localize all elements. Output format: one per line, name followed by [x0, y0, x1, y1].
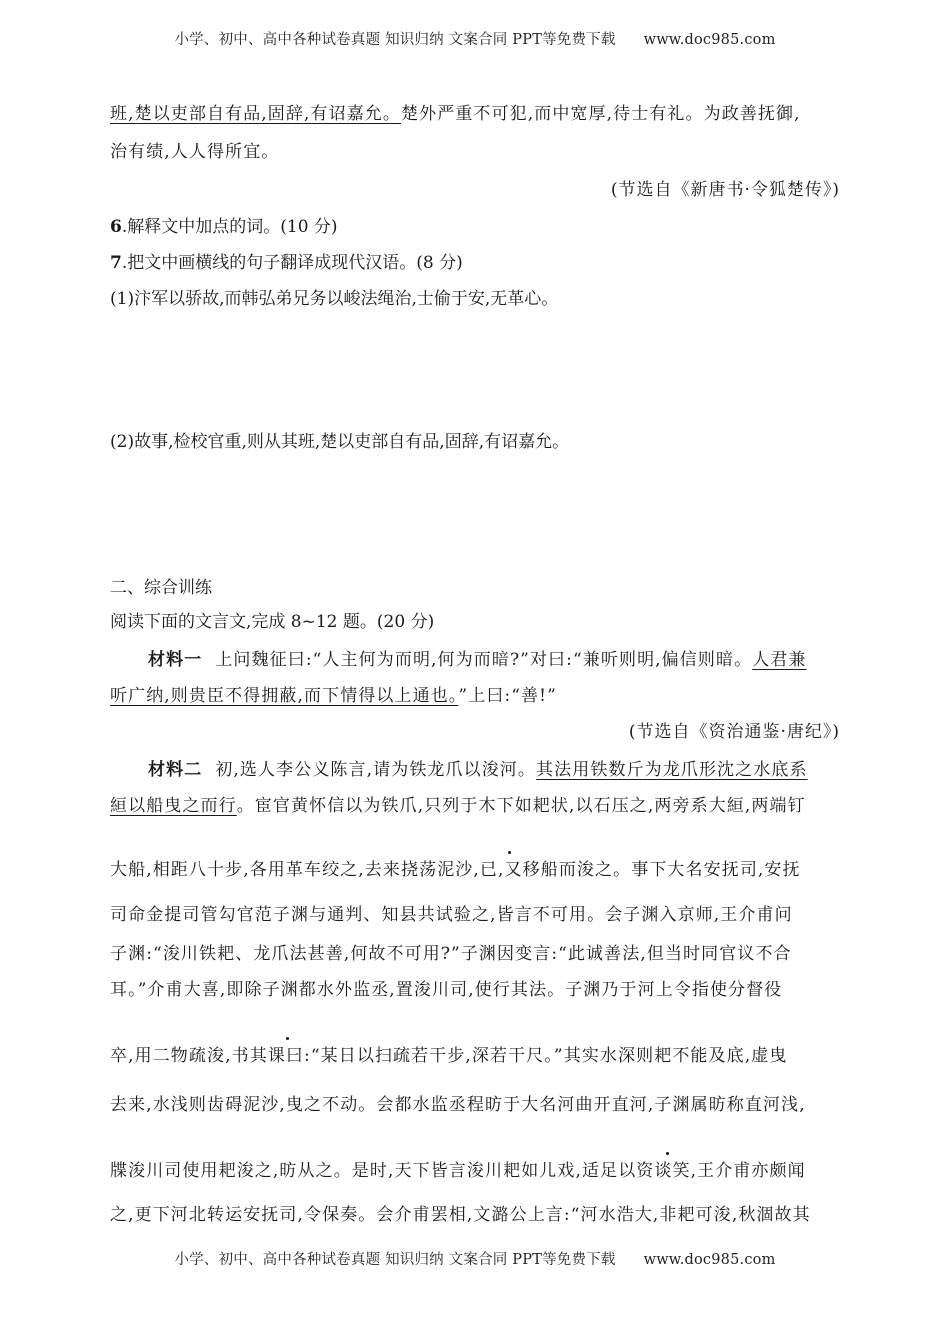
emphasis-dot	[286, 1037, 289, 1040]
section-instruction: 阅读下面的文言文,完成 8~12 题。(20 分)	[110, 612, 435, 632]
material2-label: 材料二	[148, 760, 203, 780]
page-header	[0, 28, 950, 49]
question-7: 7.把文中画横线的句子翻译成现代汉语。(8 分)	[110, 253, 463, 273]
material2-line1: 材料二 初,选人李公义陈言,请为铁龙爪以浚河。其法用铁数斤为龙爪形沈之水底系	[148, 760, 808, 780]
material1-line2: 听广纳,则贵臣不得拥蔽,而下情得以上通也。”上曰:“善!”	[110, 686, 557, 706]
material2-line10: 之,更下河北转运安抚司,令保奏。会介甫罢相,文潞公上言:“河水浩大,非耙可浚,秋涸故其	[110, 1205, 811, 1225]
header-url[interactable]: www.doc985.com	[643, 32, 776, 48]
material2-line9: 牒浚川司使用耙浚之,昉从之。是时,天下皆言浚川耙如儿戏,适足以资谈笑,王介甫亦颇闻	[110, 1161, 806, 1181]
question-6: 6.解释文中加点的词。(10 分)	[110, 217, 338, 237]
page-footer	[0, 1248, 950, 1269]
passage1-source: (节选自《新唐书·令狐楚传》)	[610, 180, 840, 200]
material1-source: (节选自《资治通鉴·唐纪》)	[628, 722, 840, 742]
emphasis-dot	[666, 1152, 669, 1155]
footer-text: 小学、初中、高中各种试卷真题 知识归纳 文案合同 PPT等免费下载	[174, 1252, 616, 1268]
material2-line2: 絙以船曳之而行。宦官黄怀信以为铁爪,只列于木下如耙状,以石压之,两旁系大絙,两端钉	[110, 796, 806, 816]
passage1-line2: 治有绩,人人得所宜。	[110, 142, 280, 162]
footer-url[interactable]: www.doc985.com	[643, 1252, 776, 1268]
passage1-line1: 班,楚以吏部自有品,固辞,有诏嘉允。楚外严重不可犯,而中宽厚,待士有礼。为政善抚御,	[110, 104, 801, 124]
underlined-sentence: 班,楚以吏部自有品,固辞,有诏嘉允。	[110, 104, 402, 124]
question-7-item-2: (2)故事,检校官重,则从其班,楚以吏部自有品,固辞,有诏嘉允。	[110, 432, 570, 452]
material2-line5: 子渊:“浚川铁耙、龙爪法甚善,何故不可用?”子渊因变言:“此诚善法,但当时同官议不合	[110, 944, 792, 964]
section-title: 二、综合训练	[110, 578, 212, 598]
question-7-item-1: (1)汴军以骄故,而韩弘弟兄务以峻法绳治,士偷于安,无革心。	[110, 289, 559, 309]
header-text: 小学、初中、高中各种试卷真题 知识归纳 文案合同 PPT等免费下载	[174, 32, 616, 48]
material1-label: 材料一	[148, 650, 203, 670]
material2-line3: 大船,相距八十步,各用革车绞之,去来挠荡泥沙,已,又移船而浚之。事下大名安抚司,安抚	[110, 860, 801, 880]
material2-line7: 卒,用二物疏浚,书其课曰:“某日以扫疏若干步,深若干尺。”其实水深则耙不能及底,虚曳	[110, 1046, 788, 1066]
material2-line8: 去来,水浅则齿碍泥沙,曳之不动。会都水监丞程昉于大名河曲开直河,子渊属昉称直河浅,	[110, 1095, 806, 1115]
material2-line6: 耳。”介甫大喜,即除子渊都水外监丞,置浚川司,使行其法。子渊乃于河上令指使分督役	[110, 980, 783, 1000]
material2-line4: 司命金提司管勾官范子渊与通判、知县共试验之,皆言不可用。会子渊入京师,王介甫问	[110, 905, 793, 925]
material1-line1: 材料一 上问魏征曰:“人主何为而明,何为而暗?”对曰:“兼听则明,偏信则暗。人君兼	[148, 650, 807, 670]
emphasis-dot	[508, 851, 511, 854]
